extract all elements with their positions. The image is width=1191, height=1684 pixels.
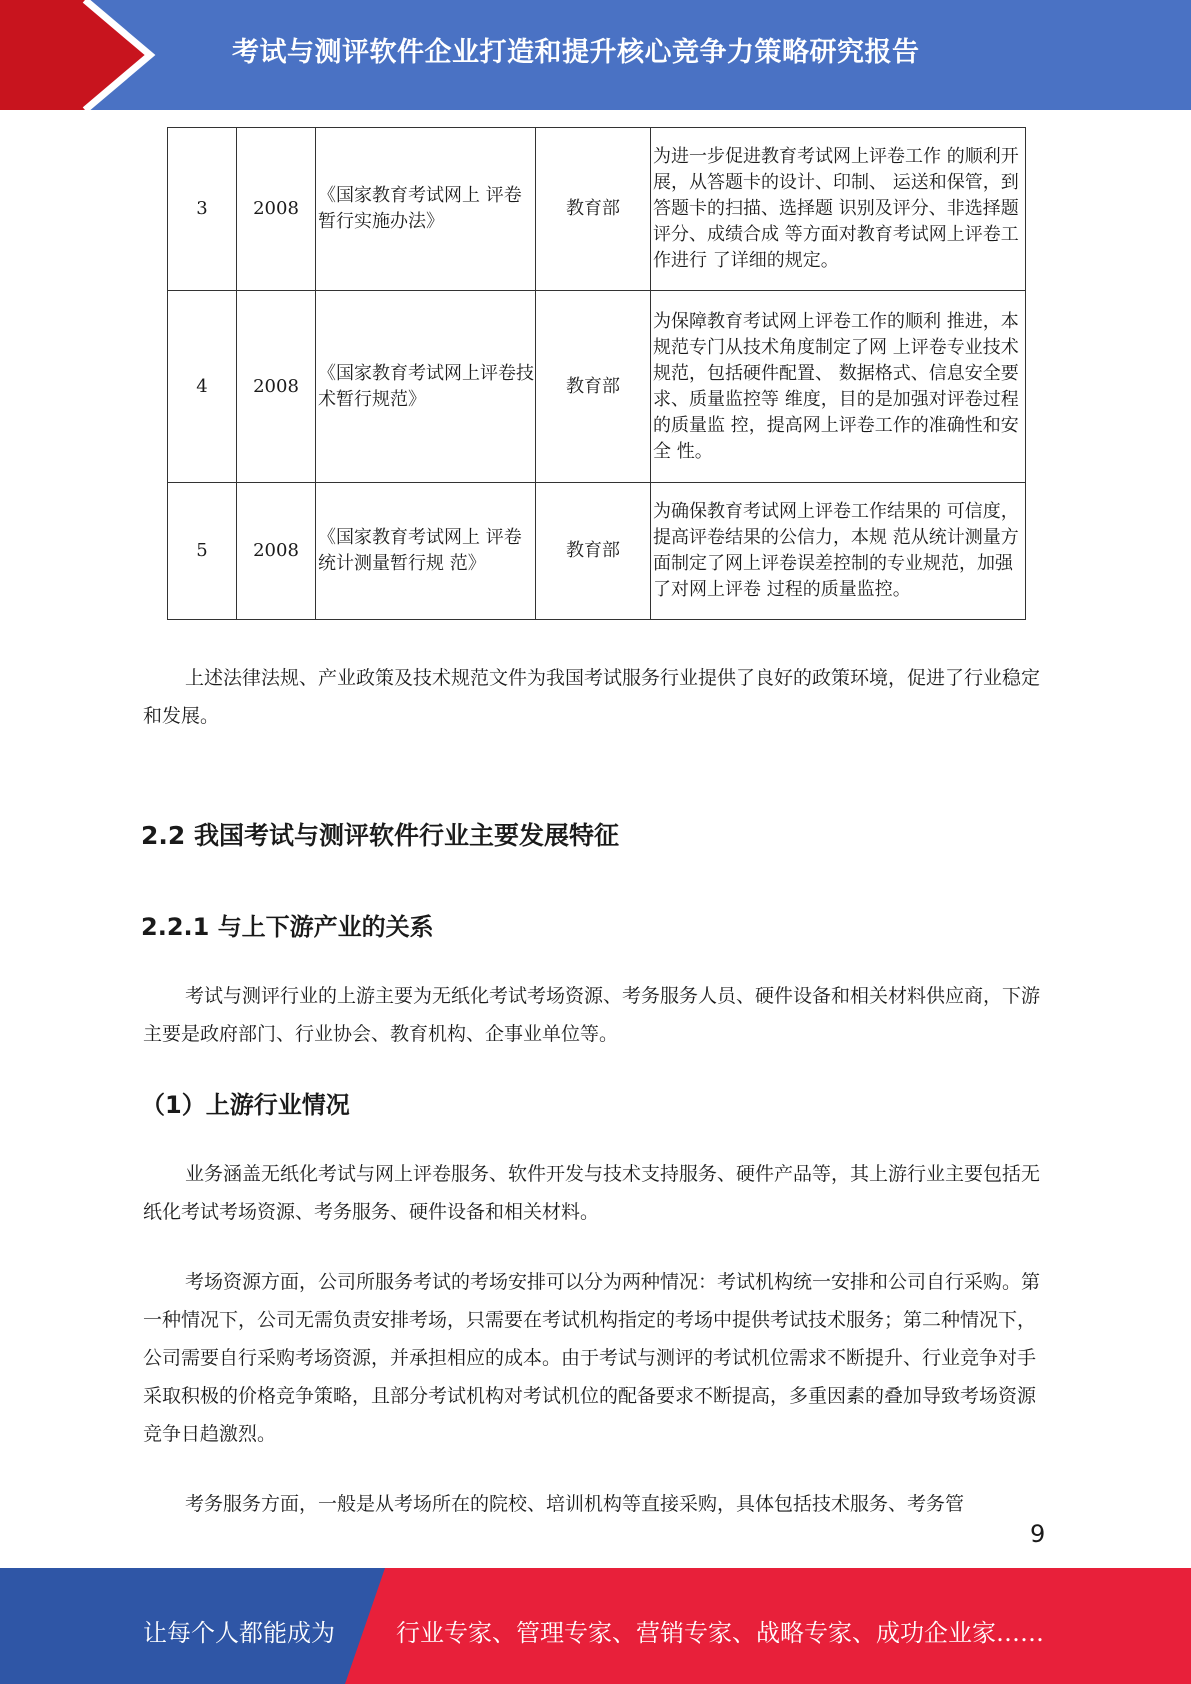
header-banner (0, 0, 1191, 110)
regulation-table (167, 127, 1026, 620)
footer-slogan-left: 让每个人都能成为 (143, 1619, 335, 1647)
document-name-cell: 《国家教育考试网上评卷技术暂行规范》 (316, 291, 536, 483)
table-row (168, 128, 1026, 291)
department-cell: 教育部 (536, 291, 651, 483)
header-title: 考试与测评软件企业打造和提升核心竞争力策略研究报告 (232, 37, 920, 68)
paragraph-venue-resources: 考场资源方面，公司所服务考试的考场安排可以分为两种情况：考试机构统一安排和公司自行采购。第一种情况下，公司无需负责安排考场，只需要在考试机构指定的考场中提供考试技术服务；第二种情况下，公司需要自行采购考场资源，并承担相应的成本。由于考试与测评的考试机位需求不断提升、行业竞争对手采取积极的价格竞争策略，且部分考试机构对考试机位的配备要求不断提高，多重因素的叠加导致考场资源竞争日趋激烈。 (143, 1271, 1041, 1445)
year-cell: 2008 (237, 483, 316, 620)
year-cell: 2008 (237, 291, 316, 483)
document-name-cell: 《国家教育考试网上 评卷统计测量暂行规 范》 (316, 483, 536, 620)
row-number-cell: 4 (168, 291, 237, 483)
header-red-chevron-icon (0, 0, 160, 110)
row-number-cell: 5 (168, 483, 237, 620)
footer-banner (0, 1568, 1191, 1684)
paragraph-policy-summary: 上述法律法规、产业政策及技术规范文件为我国考试服务行业提供了良好的政策环境，促进了行业稳定和发展。 (143, 667, 1041, 727)
page-number: 9 (1030, 1520, 1046, 1548)
paragraph-upstream-downstream: 考试与测评行业的上游主要为无纸化考试考场资源、考务服务人员、硬件设备和相关材料供应商，下游主要是政府部门、行业协会、教育机构、企事业单位等。 (143, 985, 1041, 1045)
description-cell: 为进一步促进教育考试网上评卷工作 的顺利开展，从答题卡的设计、印制、 运送和保管，到答题卡的扫描、选择题 识别及评分、非选择题评分、成绩合成 等方面对教育考试网上评卷工作进行 了详细的规定。 (651, 128, 1026, 291)
description-cell: 为保障教育考试网上评卷工作的顺利 推进，本规范专门从技术角度制定了网 上评卷专业技术规范，包括硬件配置、 数据格式、信息安全要求、质量监控等 维度，目的是加强对评卷过程的质量监 控，提高网上评卷工作的准确性和安全 性。 (651, 291, 1026, 483)
section-heading-2-2: 2.2 我国考试与测评软件行业主要发展特征 (141, 821, 619, 850)
table-row (168, 483, 1026, 620)
footer-slogan-right: 行业专家、管理专家、营销专家、战略专家、成功企业家…… (396, 1619, 1044, 1647)
subheading-upstream: （1）上游行业情况 (141, 1091, 350, 1119)
department-cell: 教育部 (536, 128, 651, 291)
section-heading-2-2-1: 2.2.1 与上下游产业的关系 (141, 913, 434, 941)
paragraph-business-scope: 业务涵盖无纸化考试与网上评卷服务、软件开发与技术支持服务、硬件产品等，其上游行业主要包括无纸化考试考场资源、考务服务、硬件设备和相关材料。 (143, 1163, 1041, 1223)
row-number-cell: 3 (168, 128, 237, 291)
year-cell: 2008 (237, 128, 316, 291)
table-row (168, 291, 1026, 483)
document-name-cell: 《国家教育考试网上 评卷暂行实施办法》 (316, 128, 536, 291)
department-cell: 教育部 (536, 483, 651, 620)
paragraph-exam-services: 考务服务方面，一般是从考场所在的院校、培训机构等直接采购，具体包括技术服务、考务管 (185, 1493, 965, 1515)
description-cell: 为确保教育考试网上评卷工作结果的 可信度，提高评卷结果的公信力，本规 范从统计测量方面制定了网上评卷误差控制的专业规范，加强了对网上评卷 过程的质量监控。 (651, 483, 1026, 620)
